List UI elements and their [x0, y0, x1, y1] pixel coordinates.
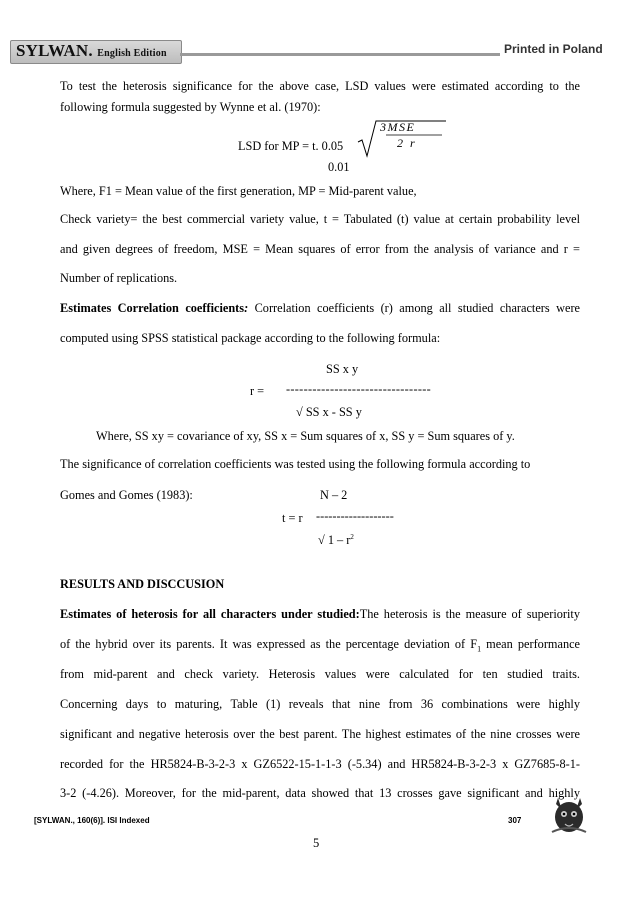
paragraph-line: Estimates of heterosis for all characters under studied:The heterosis is the measure of superiority: [60, 607, 580, 621]
journal-title: SYLWAN. English Edition: [16, 41, 167, 60]
paragraph-line: To test the heterosis significance for the above case, LSD values were estimated according to the: [60, 79, 580, 93]
paragraph-line: Where, F1 = Mean value of the first generation, MP = Mid-parent value,: [60, 184, 417, 198]
paragraph-line: 3-2 (-4.26). Moreover, for the mid-parent, data showed that 13 crosses gave significant and highly: [60, 786, 580, 800]
paragraph-line: significant and negative heterosis over the best parent. The highest estimates of the nine crosses were: [60, 727, 580, 741]
lsd-denominator: 2 r: [397, 136, 417, 150]
t-formula-label: t = r: [282, 511, 303, 525]
lsd-formula-label: LSD for MP = t. 0.05: [238, 139, 344, 153]
paragraph-line: computed using SPSS statistical package according to the following formula:: [60, 331, 441, 345]
t-formula-fraction-bar: -------------------: [316, 509, 394, 523]
r-formula-numerator: SS x y: [326, 362, 359, 376]
paragraph-line: and given degrees of freedom, MSE = Mean squares of error from the analysis of variance and r =: [60, 242, 580, 256]
paragraph-line: Where, SS xy = covariance of xy, SS x = Sum squares of x, SS y = Sum squares of y.: [96, 429, 515, 443]
t-formula-denominator: √ $1 - r^2$: [318, 533, 354, 548]
journal-emblem-icon: [548, 794, 590, 836]
header-rule: [180, 53, 500, 56]
r-formula-label: r =: [250, 384, 265, 398]
paragraph-line: of the hybrid over its parents. It was expressed as the percentage deviation of $F_1$ mean performance: [60, 637, 581, 654]
footer-journal-page: 307: [508, 816, 522, 825]
correlation-heading: Estimates Correlation coefficients: [60, 301, 245, 315]
paragraph-line: The significance of correlation coefficients was tested using the following formula according to: [60, 457, 531, 471]
paragraph-line: from mid-parent and check variety. Heterosis values were calculated for ten studied traits.: [60, 667, 580, 681]
r-formula-denominator: √ SS x - SS y: [296, 405, 362, 419]
edition-label: English Edition: [97, 48, 167, 59]
paragraph-line: recorded for the HR5824-B-3-2-3 x GZ6522-15-1-1-3 (-5.34) and HR5824-B-3-2-3 x GZ7685-8-1-: [60, 757, 580, 771]
paragraph-line: Number of replications.: [60, 271, 178, 285]
page-number: 5: [313, 836, 320, 850]
paragraph-line: Check variety= the best commercial variety value, t = Tabulated (t) value at certain probability level: [60, 212, 580, 226]
r-formula-fraction-bar: ---------------------------------: [286, 382, 432, 396]
paragraph-line: following formula suggested by Wynne et al. (1970):: [60, 100, 321, 114]
paragraph-line: Gomes and Gomes (1983):: [60, 488, 193, 502]
lsd-numerator: 3MSE: [380, 120, 416, 134]
footer-citation: [SYLWAN., 160(6)]. ISI Indexed: [34, 816, 150, 825]
heterosis-heading: Estimates of heterosis for all characters under studied:: [60, 607, 360, 621]
section-heading: RESULTS AND DISCCUSION: [60, 577, 225, 591]
printed-label: Printed in Poland: [504, 42, 603, 56]
t-formula-numerator: N – 2: [320, 488, 348, 502]
lsd-subscript: 0.01: [328, 160, 350, 174]
paragraph-line: Estimates Correlation coefficients: Correlation coefficients (r) among all studied characters were: [60, 301, 580, 315]
paragraph-line: Concerning days to maturing, Table (1) reveals that nine from 36 combinations were highly: [60, 697, 580, 711]
